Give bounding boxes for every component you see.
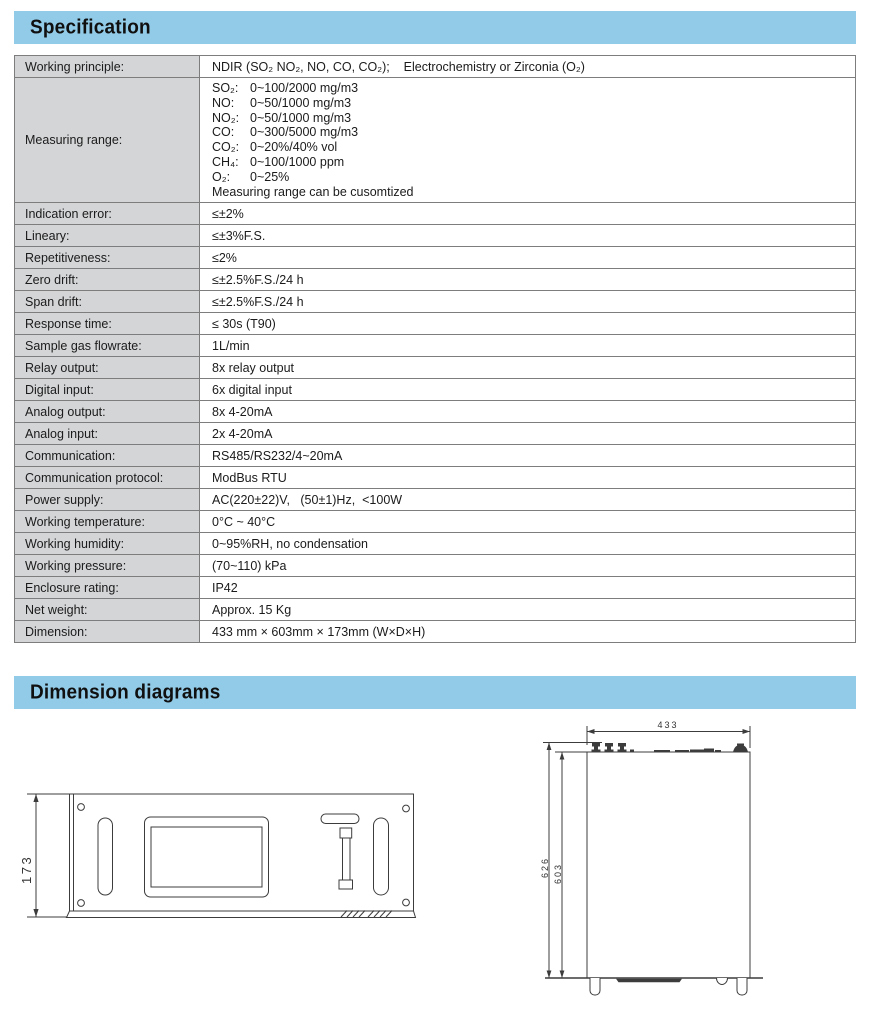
top-view-diagram <box>540 720 763 995</box>
spec-label: Working temperature: <box>15 511 200 533</box>
dimension-diagrams-header <box>14 676 856 709</box>
top-view-base <box>545 978 763 995</box>
spec-row <box>15 313 856 335</box>
spec-label: Dimension: <box>15 621 200 643</box>
spec-label: Working humidity: <box>15 533 200 555</box>
spec-value: ≤±2.5%F.S./24 h <box>200 269 856 291</box>
spec-label: Net weight: <box>15 599 200 621</box>
spec-row <box>15 577 856 599</box>
spec-value: 8x relay output <box>200 357 856 379</box>
front-height-dimension <box>19 794 73 917</box>
spec-value: ModBus RTU <box>200 467 856 489</box>
spec-row <box>15 291 856 313</box>
spec-row <box>15 489 856 511</box>
spec-value: 1L/min <box>200 335 856 357</box>
gas-range: 0~300/5000 mg/m3 <box>250 125 359 140</box>
front-view-diagram <box>19 794 416 918</box>
spec-value: ≤±3%F.S. <box>200 225 856 247</box>
spec-label: Indication error: <box>15 203 200 225</box>
base-pad <box>616 979 682 982</box>
spec-label: Measuring range: <box>15 78 200 203</box>
spec-label: Relay output: <box>15 357 200 379</box>
spec-value: 0~95%RH, no condensation <box>200 533 856 555</box>
spec-label: Analog output: <box>15 401 200 423</box>
spec-label: Working pressure: <box>15 555 200 577</box>
spec-value: NDIR (SO₂ NO₂, NO, CO, CO₂); Electrochemistry or Zirconia (O₂) <box>200 56 856 78</box>
measuring-range-note: Measuring range can be cusomtized <box>212 184 414 199</box>
measuring-range-line <box>212 155 851 170</box>
spec-row <box>15 78 856 203</box>
rear-fittings <box>592 743 749 752</box>
gas-range: 0~25% <box>250 169 290 184</box>
spec-label: Working principle: <box>15 56 200 78</box>
spec-row <box>15 621 856 643</box>
spec-row <box>15 203 856 225</box>
spec-label: Repetitiveness: <box>15 247 200 269</box>
front-panel-outline <box>70 794 414 911</box>
dimension-diagrams-title: Dimension diagrams <box>30 680 221 703</box>
gas-range: 0~100/2000 mg/m3 <box>250 81 359 95</box>
gas-range: 0~20%/40% vol <box>250 140 338 155</box>
spec-value: ≤ 30s (T90) <box>200 313 856 335</box>
top-outer-height-label: 626 <box>540 856 550 878</box>
gas-name: NO: <box>212 95 235 110</box>
spec-value <box>200 78 856 203</box>
spec-row <box>15 335 856 357</box>
spec-row <box>15 379 856 401</box>
spec-value: RS485/RS232/4~20mA <box>200 445 856 467</box>
left-foot <box>590 978 600 995</box>
measuring-range-line <box>212 170 851 185</box>
measuring-range-line <box>212 111 851 126</box>
spec-label: Span drift: <box>15 291 200 313</box>
spec-label: Sample gas flowrate: <box>15 335 200 357</box>
spec-value: ≤2% <box>200 247 856 269</box>
spec-value: (70~110) kPa <box>200 555 856 577</box>
top-width-label: 433 <box>657 720 679 730</box>
spec-label: Zero drift: <box>15 269 200 291</box>
spec-value: 2x 4-20mA <box>200 423 856 445</box>
measuring-range-line <box>212 140 851 155</box>
measuring-range-line <box>212 96 851 111</box>
spec-label: Power supply: <box>15 489 200 511</box>
front-bottom-band <box>67 911 416 918</box>
spec-row <box>15 357 856 379</box>
base-notch <box>717 978 728 985</box>
gas-range: 0~50/1000 mg/m3 <box>250 95 352 110</box>
front-height-label: 173 <box>19 854 34 884</box>
spec-value: ≤±2.5%F.S./24 h <box>200 291 856 313</box>
spec-label: Communication protocol: <box>15 467 200 489</box>
gas-range: 0~50/1000 mg/m3 <box>250 110 352 125</box>
spec-value: 8x 4-20mA <box>200 401 856 423</box>
gas-range: 0~100/1000 ppm <box>250 154 345 169</box>
spec-value: AC(220±22)V, (50±1)Hz, <100W <box>200 489 856 511</box>
gas-name: SO₂: <box>212 81 239 95</box>
spec-label: Digital input: <box>15 379 200 401</box>
measuring-range-line <box>212 125 851 140</box>
spec-row <box>15 445 856 467</box>
spec-row <box>15 467 856 489</box>
spec-row <box>15 56 856 78</box>
gas-name: CH₄: <box>212 154 239 169</box>
spec-value: ≤±2% <box>200 203 856 225</box>
spec-label: Response time: <box>15 313 200 335</box>
spec-table-body <box>15 56 856 643</box>
spec-label: Analog input: <box>15 423 200 445</box>
spec-label: Communication: <box>15 445 200 467</box>
specification-header <box>14 11 856 44</box>
spec-row <box>15 247 856 269</box>
top-inner-height-label: 603 <box>553 862 563 884</box>
spec-row <box>15 555 856 577</box>
spec-row <box>15 599 856 621</box>
spec-value: 433 mm × 603mm × 173mm (W×D×H) <box>200 621 856 643</box>
spec-value: IP42 <box>200 577 856 599</box>
gas-name: CO: <box>212 125 235 140</box>
spec-row <box>15 511 856 533</box>
dimension-diagrams-figure <box>0 710 870 1012</box>
specification-title: Specification <box>30 15 151 38</box>
spec-row <box>15 401 856 423</box>
spec-row <box>15 225 856 247</box>
top-view-body <box>587 752 750 978</box>
gas-name: O₂: <box>212 169 231 184</box>
spec-label: Lineary: <box>15 225 200 247</box>
top-inner-height-dimension <box>553 752 587 978</box>
gas-name: NO₂: <box>212 110 240 125</box>
specification-table <box>14 55 856 643</box>
spec-label: Enclosure rating: <box>15 577 200 599</box>
measuring-range-line <box>212 81 851 96</box>
spec-row <box>15 423 856 445</box>
spec-row <box>15 269 856 291</box>
gas-name: CO₂: <box>212 140 240 155</box>
right-foot <box>737 978 747 995</box>
spec-value: 0°C ~ 40°C <box>200 511 856 533</box>
spec-value: 6x digital input <box>200 379 856 401</box>
spec-value: Approx. 15 Kg <box>200 599 856 621</box>
spec-row <box>15 533 856 555</box>
